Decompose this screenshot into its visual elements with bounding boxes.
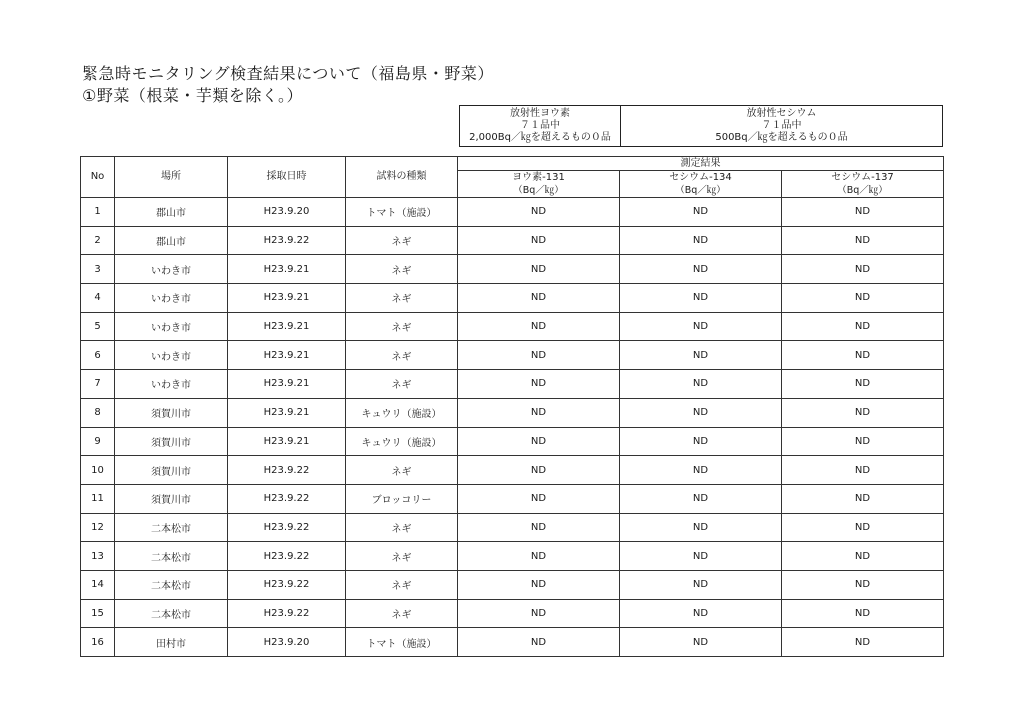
cesium-summary — [621, 106, 942, 146]
cell-i131: ND — [458, 255, 620, 284]
cell-no: 1 — [81, 198, 115, 227]
table-row — [81, 628, 944, 657]
header-cs137-label: セシウム-137 — [831, 171, 894, 183]
cell-i131: ND — [458, 341, 620, 370]
cell-no: 10 — [81, 456, 115, 485]
table-row — [81, 226, 944, 255]
cell-place: 須賀川市 — [115, 484, 228, 513]
cell-i131: ND — [458, 198, 620, 227]
table-row — [81, 312, 944, 341]
cell-place: 二本松市 — [115, 513, 228, 542]
iodine-summary — [460, 106, 621, 146]
cell-place: いわき市 — [115, 255, 228, 284]
iodine-summary-threshold: 2,000Bq／㎏を超えるもの０品 — [469, 132, 611, 143]
cell-no: 9 — [81, 427, 115, 456]
unit-label: （Bq／㎏） — [837, 184, 888, 196]
cell-no: 15 — [81, 599, 115, 628]
table-row — [81, 599, 944, 628]
cell-no: 6 — [81, 341, 115, 370]
cell-cs134: ND — [620, 542, 782, 571]
cell-date: H23.9.22 — [228, 456, 346, 485]
header-i131-label: ヨウ素-131 — [512, 171, 565, 183]
cell-date: H23.9.21 — [228, 255, 346, 284]
table-body — [81, 198, 944, 657]
table-row — [81, 255, 944, 284]
cell-date: H23.9.20 — [228, 628, 346, 657]
header-results: 測定結果 — [458, 157, 944, 171]
cell-cs137: ND — [782, 312, 944, 341]
table-row — [81, 570, 944, 599]
cell-place: 須賀川市 — [115, 398, 228, 427]
cell-no: 5 — [81, 312, 115, 341]
cell-date: H23.9.22 — [228, 570, 346, 599]
table-row — [81, 398, 944, 427]
cell-cs134: ND — [620, 284, 782, 313]
cell-cs137: ND — [782, 198, 944, 227]
header-cs137-unit — [782, 184, 944, 198]
header-date: 採取日時 — [228, 157, 346, 198]
header-cs134 — [620, 171, 782, 185]
cell-sample: キュウリ（施設） — [346, 398, 458, 427]
table-header — [81, 157, 944, 198]
cell-place: 郡山市 — [115, 198, 228, 227]
cell-no: 3 — [81, 255, 115, 284]
cell-place: 二本松市 — [115, 570, 228, 599]
cell-cs134: ND — [620, 484, 782, 513]
cell-i131: ND — [458, 628, 620, 657]
unit-label: （Bq／㎏） — [675, 184, 726, 196]
cell-cs137: ND — [782, 427, 944, 456]
header-sample: 試料の種類 — [346, 157, 458, 198]
cell-cs137: ND — [782, 484, 944, 513]
cell-date: H23.9.21 — [228, 370, 346, 399]
cell-cs134: ND — [620, 570, 782, 599]
table-row — [81, 198, 944, 227]
cell-i131: ND — [458, 456, 620, 485]
cell-sample: キュウリ（施設） — [346, 427, 458, 456]
cell-place: いわき市 — [115, 284, 228, 313]
cell-no: 11 — [81, 484, 115, 513]
table-row — [81, 370, 944, 399]
cell-date: H23.9.21 — [228, 284, 346, 313]
cell-place: 二本松市 — [115, 599, 228, 628]
results-table — [80, 156, 944, 657]
header-i131 — [458, 171, 620, 185]
cell-place: いわき市 — [115, 341, 228, 370]
table-row — [81, 341, 944, 370]
cell-cs137: ND — [782, 226, 944, 255]
cell-date: H23.9.22 — [228, 226, 346, 255]
cell-i131: ND — [458, 284, 620, 313]
cell-sample: ネギ — [346, 255, 458, 284]
cell-sample: ネギ — [346, 370, 458, 399]
cell-place: いわき市 — [115, 312, 228, 341]
cell-no: 13 — [81, 542, 115, 571]
cell-sample: ネギ — [346, 599, 458, 628]
cell-no: 12 — [81, 513, 115, 542]
unit-label: （Bq／㎏） — [513, 184, 564, 196]
cell-place: 須賀川市 — [115, 456, 228, 485]
cell-cs134: ND — [620, 398, 782, 427]
table-row — [81, 513, 944, 542]
cell-cs137: ND — [782, 255, 944, 284]
cell-sample: ネギ — [346, 312, 458, 341]
cell-place: 須賀川市 — [115, 427, 228, 456]
cell-cs134: ND — [620, 198, 782, 227]
cell-cs137: ND — [782, 570, 944, 599]
cell-cs134: ND — [620, 226, 782, 255]
page-title: 緊急時モニタリング検査結果について（福島県・野菜） — [82, 64, 494, 83]
cell-sample: ネギ — [346, 341, 458, 370]
cell-cs134: ND — [620, 427, 782, 456]
cell-cs134: ND — [620, 341, 782, 370]
cell-cs134: ND — [620, 456, 782, 485]
cell-cs137: ND — [782, 513, 944, 542]
cell-i131: ND — [458, 427, 620, 456]
cesium-summary-count: ７１品中 — [761, 120, 802, 131]
cell-i131: ND — [458, 513, 620, 542]
cell-no: 16 — [81, 628, 115, 657]
cell-i131: ND — [458, 398, 620, 427]
table-row — [81, 284, 944, 313]
table-row — [81, 542, 944, 571]
cell-cs134: ND — [620, 312, 782, 341]
cell-cs134: ND — [620, 599, 782, 628]
cell-i131: ND — [458, 226, 620, 255]
cell-date: H23.9.21 — [228, 312, 346, 341]
cell-date: H23.9.22 — [228, 513, 346, 542]
header-cs134-unit — [620, 184, 782, 198]
cell-place: いわき市 — [115, 370, 228, 399]
cell-no: 4 — [81, 284, 115, 313]
cell-i131: ND — [458, 312, 620, 341]
table-row — [81, 427, 944, 456]
header-cs137 — [782, 171, 944, 185]
cell-sample: トマト（施設） — [346, 198, 458, 227]
cell-cs137: ND — [782, 628, 944, 657]
cell-sample: ブロッコリー — [346, 484, 458, 513]
header-no: No — [81, 157, 115, 198]
summary-box — [459, 105, 943, 147]
cell-date: H23.9.21 — [228, 398, 346, 427]
table-row — [81, 484, 944, 513]
cell-cs134: ND — [620, 513, 782, 542]
cell-date: H23.9.21 — [228, 427, 346, 456]
cell-sample: ネギ — [346, 570, 458, 599]
cell-sample: ネギ — [346, 456, 458, 485]
cell-date: H23.9.20 — [228, 198, 346, 227]
cell-date: H23.9.22 — [228, 484, 346, 513]
cell-sample: ネギ — [346, 513, 458, 542]
header-cs134-label: セシウム-134 — [669, 171, 732, 183]
cell-sample: ネギ — [346, 226, 458, 255]
cesium-summary-threshold: 500Bq／㎏を超えるもの０品 — [715, 132, 848, 143]
cell-sample: トマト（施設） — [346, 628, 458, 657]
cell-cs137: ND — [782, 398, 944, 427]
cell-date: H23.9.22 — [228, 599, 346, 628]
cell-sample: ネギ — [346, 284, 458, 313]
cell-i131: ND — [458, 370, 620, 399]
cell-cs137: ND — [782, 456, 944, 485]
cell-cs134: ND — [620, 255, 782, 284]
cell-cs137: ND — [782, 284, 944, 313]
cell-i131: ND — [458, 570, 620, 599]
cell-place: 田村市 — [115, 628, 228, 657]
cell-sample: ネギ — [346, 542, 458, 571]
cell-no: 7 — [81, 370, 115, 399]
cell-i131: ND — [458, 484, 620, 513]
cell-date: H23.9.21 — [228, 341, 346, 370]
cell-cs137: ND — [782, 341, 944, 370]
iodine-summary-count: ７１品中 — [520, 120, 560, 131]
cell-cs134: ND — [620, 628, 782, 657]
cell-no: 2 — [81, 226, 115, 255]
cell-cs134: ND — [620, 370, 782, 399]
header-i131-unit — [458, 184, 620, 198]
cell-cs137: ND — [782, 599, 944, 628]
table-row — [81, 456, 944, 485]
cell-i131: ND — [458, 599, 620, 628]
cell-cs137: ND — [782, 370, 944, 399]
cell-cs137: ND — [782, 542, 944, 571]
cell-place: 郡山市 — [115, 226, 228, 255]
cell-date: H23.9.22 — [228, 542, 346, 571]
cell-no: 8 — [81, 398, 115, 427]
iodine-summary-label: 放射性ヨウ素 — [510, 108, 570, 119]
cesium-summary-label: 放射性セシウム — [746, 108, 817, 119]
cell-i131: ND — [458, 542, 620, 571]
cell-no: 14 — [81, 570, 115, 599]
header-place: 場所 — [115, 157, 228, 198]
page-subtitle: ①野菜（根菜・芋類を除く。） — [82, 86, 304, 105]
cell-place: 二本松市 — [115, 542, 228, 571]
